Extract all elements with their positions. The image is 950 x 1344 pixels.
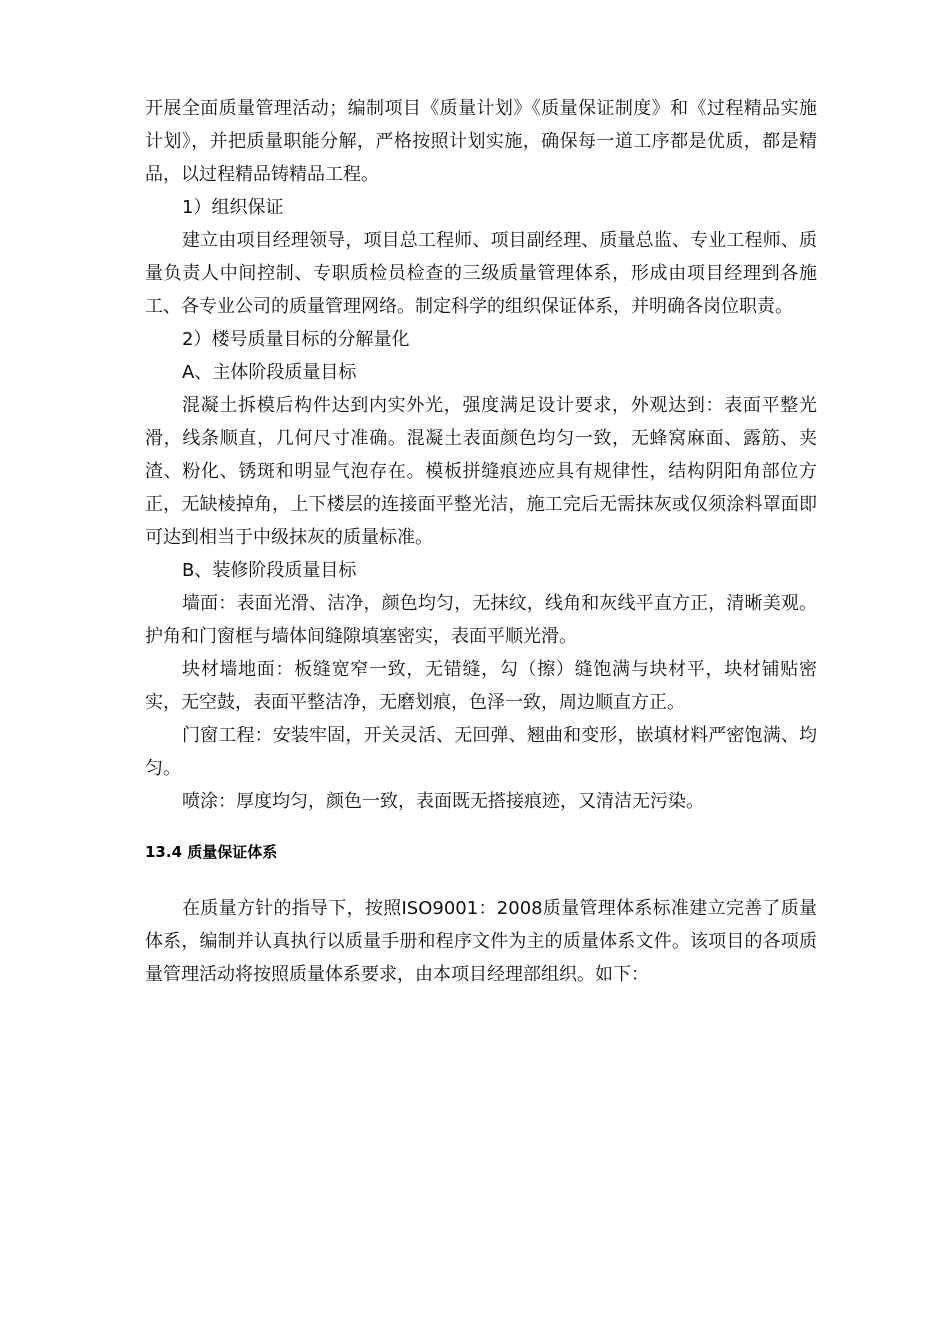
section-heading: 13.4 质量保证体系 (145, 843, 278, 861)
paragraph-tile: 块材墙地面：板缝宽窄一致，无错缝，勾（擦）缝饱满与块材平，块材铺贴密实，无空鼓，表面平整洁净，无磨划痕，色泽一致，周边顺直方正。 (145, 659, 817, 713)
subheading-organization: 1）组织保证 (182, 197, 284, 218)
paragraph-iso: 在质量方针的指导下，按照ISO9001：2008质量管理体系标准建立完善了质量体系，编制并认真执行以质量手册和程序文件为主的质量体系文件。该项目的各项质量管理活动将按照质量体系要求，由本项目经理部组织。如下： (145, 898, 817, 985)
subheading-main-stage: A、主体阶段质量目标 (182, 362, 357, 383)
subheading-decoration-stage: B、装修阶段质量目标 (182, 560, 357, 581)
paragraph-wall: 墙面：表面光滑、洁净，颜色均匀，无抹纹，线角和灰线平直方正，清晰美观。护角和门窗框与墙体间缝隙填塞密实，表面平顺光滑。 (145, 593, 817, 647)
document-body (145, 92, 817, 991)
subheading-quality-targets: 2）楼号质量目标的分解量化 (182, 329, 410, 350)
paragraph-concrete: 混凝土拆模后构件达到内实外光，强度满足设计要求，外观达到：表面平整光滑，线条顺直，几何尺寸准确。混凝土表面颜色均匀一致，无蜂窝麻面、露筋、夹渣、粉化、锈斑和明显气泡存在。模板拼缝痕迹应具有规律性，结构阴阳角部位方正，无缺棱掉角，上下楼层的连接面平整光洁，施工完后无需抹灰或仅须涂料罩面即可达到相当于中级抹灰的质量标准。 (145, 395, 817, 548)
paragraph-doors-windows: 门窗工程：安装牢固，开关灵活、无回弹、翘曲和变形，嵌填材料严密饱满、均匀。 (145, 725, 817, 779)
paragraph-spray: 喷涂：厚度均匀，颜色一致，表面既无搭接痕迹，又清洁无污染。 (182, 791, 704, 812)
paragraph-quality-management: 开展全面质量管理活动；编制项目《质量计划》《质量保证制度》和《过程精品实施计划》，并把质量职能分解，严格按照计划实施，确保每一道工序都是优质，都是精品，以过程精品铸精品工程。 (145, 98, 817, 185)
section-heading-wrap (145, 842, 817, 862)
paragraph-organization: 建立由项目经理领导，项目总工程师、项目副经理、质量总监、专业工程师、质量负责人中间控制、专职质检员检查的三级质量管理体系，形成由项目经理到各施工、各专业公司的质量管理网络。制定科学的组织保证体系，并明确各岗位职责。 (145, 230, 817, 317)
